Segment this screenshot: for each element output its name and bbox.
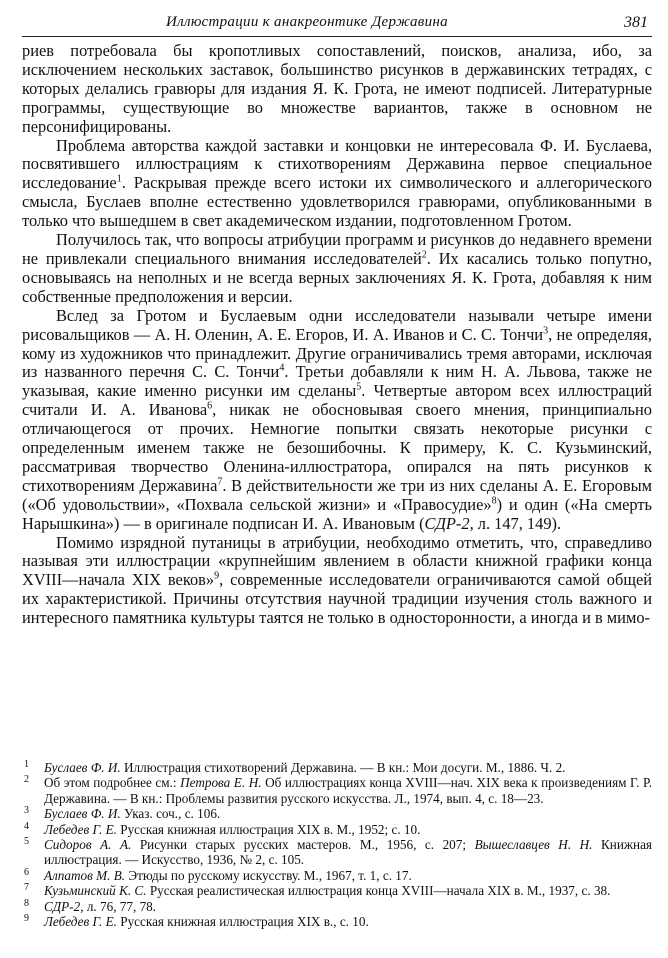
paragraph-4: Вслед за Гротом и Буслаевым одни исследователи называли четыре имени рисовальщиков — А. Н. Оленин, А. Е. Егоров, И. А. Иванов и С. С. Тончи$^3$, не определяя, кому из художников что принадлежит. Другие ограничивались тремя авторами, исключая из названного перечня С. С. Тончи$^4$. Третьи добавляли к ним Н. А. Львова, также не указывая, какие именно рисунки им сделаны$^5$. Четвертые автором всех иллюстраций считали И. А. Иванова$^6$, никак не обосновывая своего мнения, принципиально отличающегося от прочих. Немногие попытки связать некоторые рисунки с определенным именем также не безошибочны. К примеру, К. С. Кузьминский, рассматривая творчество Оленина-иллюстратора, опирался на пять рисунков к стихотворениям Державина$^7$. В действительности же три из них сделаны А. Е. Егоровым («Об удовольствии», «Похвала сельской жизни» и «Правосудие»$^8$) и один («На смерть Нарышкина») — в оригинале подписан И. А. Ивановым (СДР-2, л. 147, 149). xyxy=(22,305,653,533)
footnote-7: 7 Кузьминский К. С. Русская реалистическая иллюстрация конца XVIII—начала XIX в. М., 1937, с. 38. xyxy=(24,882,611,899)
footnote-ref-1[interactable]: 1 xyxy=(116,173,122,185)
paragraph-1: риев потребовала бы кропотливых сопоставлений, поисков, анализа, ибо, за исключением нескольких заставок, большинство рисунков в державинских тетрадях, с которых делались гравюры для издания Я. К. Грота, не имеют подписей. Литературные программы, существующие во множестве вариантов, также в основном не персонифицированы. xyxy=(22,41,652,136)
running-title: Иллюстрации к анакреонтике Державина xyxy=(166,14,448,30)
main-text xyxy=(22,42,652,628)
footnote-9: 9 Лебедев Г. Е. Русская книжная иллюстрация XIX в., с. 10. xyxy=(24,913,369,930)
paragraph-2: Проблема авторства каждой заставки и концовки не интересовала Ф. И. Буслаева, посвятившего иллюстрациям к стихотворениям Державина первое специальное исследование$^1$. Раскрывая прежде всего истоки их символического и аллегорического смысла, Буслаев вполне естественно удовлетворился гравюрами, опубликованными в только что вышедшем в свет академическом издании, подготовленном Гротом. xyxy=(22,135,652,231)
footnote-3: 3 Буслаев Ф. И. Указ. соч., с. 106. xyxy=(24,805,221,822)
footnotes xyxy=(22,760,652,929)
footnote-ref-6[interactable]: 6 xyxy=(207,400,213,412)
page-number: 381 xyxy=(624,14,648,31)
footnote-ref-4[interactable]: 4 xyxy=(279,362,285,374)
running-header xyxy=(22,6,652,37)
footnote-ref-2[interactable]: 2 xyxy=(421,249,427,261)
paragraph-3: Получилось так, что вопросы атрибуции программ и рисунков до недавнего времени не привлекали специального внимания исследователей$^2$. Их касались только попутно, основываясь на неполных и не всегда верных заключениях Я. К. Грота, добавляя к ним собственные предположения и версии. xyxy=(22,230,652,306)
footnote-8: 8 СДР-2, л. 76, 77, 78. xyxy=(24,897,157,914)
footnote-4: 4 Лебедев Г. Е. Русская книжная иллюстрация XIX в. М., 1952; с. 10. xyxy=(24,820,421,837)
footnote-1: 1 Буслаев Ф. И. Иллюстрация стихотворений Державина. — В кн.: Мои досуги. М., 1886. Ч. 2. xyxy=(24,759,566,775)
footnote-ref-7[interactable]: 7 xyxy=(217,476,223,488)
paragraph-5: Помимо изрядной путаницы в атрибуции, необходимо отметить, что, справедливо называя эти иллюстрации «крупнейшим явлением в области книжной графики конца XVIII—начала XIX веков»$^9$, современные исследователи ограничиваются самой общей их характеристикой. Причины отсутствия научной традиции изучения столь важного и интересного памятника культуры таятся не только в односторонности, а иногда и в мимо- xyxy=(22,532,653,628)
footnote-ref-9[interactable]: 9 xyxy=(214,570,220,582)
footnote-6: 6 Алпатов М. В. Этюды по русскому искусству. М., 1967, т. 1, с. 17. xyxy=(24,866,412,883)
footnote-5: 5 Сидоров А. А. Рисунки старых русских мастеров. М., 1956, с. 207; Вышеславцев Н. Н. Книжная иллюстрация. — Искусство, 1936, № 2, с. 105. xyxy=(24,836,652,868)
footnote-ref-3[interactable]: 3 xyxy=(543,325,549,337)
footnote-ref-5[interactable]: 5 xyxy=(356,381,362,393)
footnote-ref-8[interactable]: 8 xyxy=(491,495,497,507)
footnote-2: 2 Об этом подробнее см.: Петрова Е. Н. Об иллюстрациях конца XVIII—нач. XIX века к произведениям Г. Р. Державина. — В кн.: Проблемы развития русского искусства. Л., 1974, вып. 4, с. 18—23. xyxy=(24,774,652,806)
